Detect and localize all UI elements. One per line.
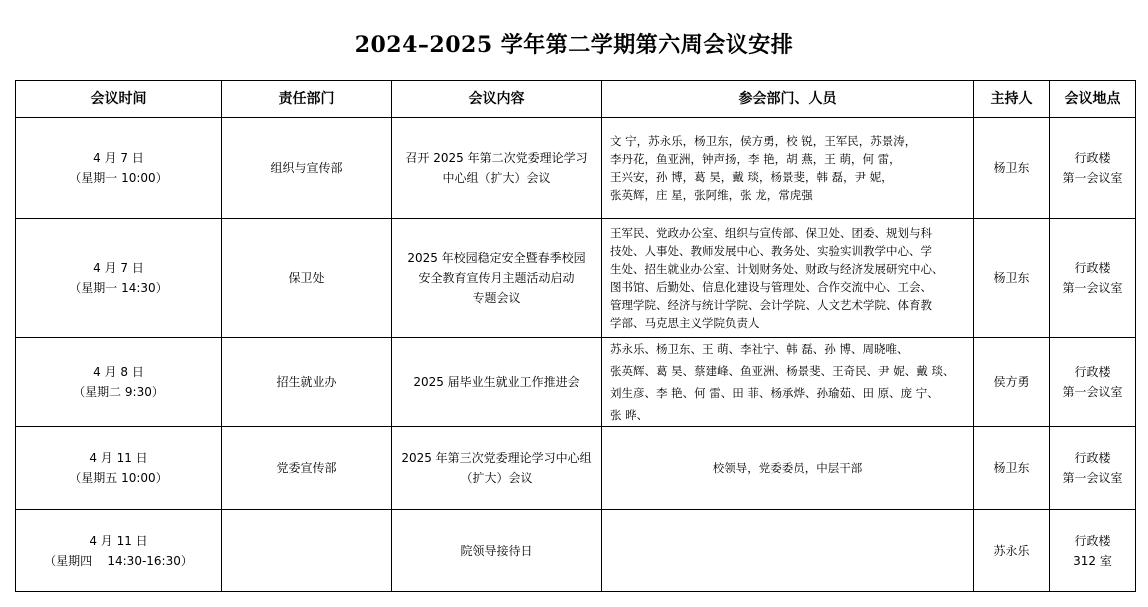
attendees-line: 技处、人事处、教师发展中心、教务处、实验实训教学中心、学 — [610, 244, 932, 258]
header-location: 会议地点 — [1050, 81, 1136, 118]
attendees-line: 李丹花，鱼亚洲，钟声扬，李 艳，胡 燕，王 萌，何 雷， — [610, 152, 901, 166]
meeting-time-cell — [16, 338, 222, 427]
location-room: 第一会议室 — [1062, 171, 1123, 185]
meeting-weekday-time: （星期一 14:30） — [69, 281, 168, 295]
content-line: 安全教育宣传月主题活动启动 — [418, 271, 575, 285]
attendees-cell — [602, 510, 974, 592]
content-cell — [392, 427, 602, 510]
table-row — [16, 427, 1136, 510]
meeting-time-cell — [16, 118, 222, 219]
table-row — [16, 510, 1136, 592]
attendees-line: 学部、马克思主义学院负责人 — [610, 316, 760, 330]
table-row — [16, 118, 1136, 219]
attendees-line: 图书馆、后勤处、信息化建设与管理处、合作交流中心、工会、 — [610, 280, 932, 294]
location-cell — [1050, 118, 1136, 219]
attendees-line: 王兴安，孙 博，葛 昊，戴 琰，杨景斐，韩 磊，尹 妮， — [610, 170, 893, 184]
table-row — [16, 338, 1136, 427]
location-building: 行政楼 — [1074, 533, 1111, 548]
department-cell — [222, 510, 392, 592]
attendees-line: 文 宁，苏永乐，杨卫东，侯方勇，校 锐，王军民，苏景涛， — [610, 134, 917, 148]
location-building: 行政楼 — [1074, 151, 1111, 165]
meeting-weekday-time: （星期二 9:30） — [73, 385, 164, 399]
meeting-date: 4 月 7 日 — [93, 151, 144, 165]
department-cell: 组织与宣传部 — [222, 118, 392, 219]
meeting-time-cell — [16, 219, 222, 338]
attendees-line: 校领导，党委委员，中层干部 — [712, 461, 863, 475]
meeting-time-cell — [16, 510, 222, 592]
department-cell: 招生就业办 — [222, 338, 392, 427]
meeting-schedule-table — [15, 80, 1136, 592]
attendees-line: 王军民、党政办公室、组织与宣传部、保卫处、团委、规划与科 — [610, 226, 932, 240]
location-room: 312 室 — [1073, 553, 1112, 568]
content-cell: 院领导接待日 — [392, 510, 602, 592]
location-cell — [1050, 510, 1136, 592]
location-cell — [1050, 219, 1136, 338]
host-cell: 杨卫东 — [974, 219, 1050, 338]
meeting-time-cell — [16, 427, 222, 510]
table-header-row — [16, 81, 1136, 118]
content-cell — [392, 219, 602, 338]
host-cell: 杨卫东 — [974, 118, 1050, 219]
host-cell: 侯方勇 — [974, 338, 1050, 427]
meeting-weekday-time: （星期五 10:00） — [69, 471, 168, 485]
department-cell: 党委宣传部 — [222, 427, 392, 510]
attendees-line: 生处、招生就业办公室、计划财务处、财政与经济发展研究中心、 — [610, 262, 944, 276]
location-room: 第一会议室 — [1062, 281, 1123, 295]
header-attendees: 参会部门、人员 — [602, 81, 974, 118]
meeting-date: 4 月 11 日 — [89, 533, 148, 548]
header-content: 会议内容 — [392, 81, 602, 118]
page-title: 2024–2025 学年第二学期第六周会议安排 — [354, 32, 794, 58]
attendees-cell — [602, 427, 974, 510]
meeting-date: 4 月 8 日 — [93, 365, 144, 379]
attendees-line: 张英辉、葛 昊、蔡建峰、鱼亚洲、杨景斐、王奇民、尹 妮、戴 琰、 — [610, 364, 955, 378]
location-cell — [1050, 338, 1136, 427]
location-building: 行政楼 — [1074, 261, 1111, 275]
host-cell: 杨卫东 — [974, 427, 1050, 510]
content-line: 中心组（扩大）会议 — [442, 171, 551, 185]
header-department: 责任部门 — [222, 81, 392, 118]
location-room: 第一会议室 — [1062, 385, 1123, 399]
location-room: 第一会议室 — [1062, 471, 1123, 485]
table-row — [16, 219, 1136, 338]
attendees-line: 张英辉，庄 星，张阿维，张 龙，常虎强 — [610, 188, 813, 202]
meeting-weekday-time: （星期一 10:00） — [69, 171, 168, 185]
host-cell: 苏永乐 — [974, 510, 1050, 592]
attendees-cell — [602, 338, 974, 427]
location-cell — [1050, 427, 1136, 510]
content-line: 召开 2025 年第二次党委理论学习 — [405, 151, 588, 165]
content-line: 专题会议 — [472, 291, 521, 305]
header-host: 主持人 — [974, 81, 1050, 118]
attendees-line: 刘生彦、李 艳、何 雷、田 菲、杨承烨、孙瑜茹、田 原、庞 宁、 — [610, 386, 939, 400]
attendees-line: 苏永乐、杨卫东、王 萌、李社宁、韩 磊、孙 博、周晓唯、 — [610, 342, 909, 356]
content-cell — [392, 118, 602, 219]
header-meeting-time: 会议时间 — [16, 81, 222, 118]
content-cell: 2025 届毕业生就业工作推进会 — [392, 338, 602, 427]
attendees-line: 张 晔、 — [610, 408, 649, 422]
content-line: （扩大）会议 — [460, 471, 533, 485]
department-cell: 保卫处 — [222, 219, 392, 338]
content-line: 2025 年第三次党委理论学习中心组 — [401, 451, 592, 465]
meeting-date: 4 月 11 日 — [89, 451, 148, 465]
attendees-cell — [602, 219, 974, 338]
meeting-weekday-time: （星期四 14:30-16:30） — [44, 553, 193, 568]
attendees-cell — [602, 118, 974, 219]
location-building: 行政楼 — [1074, 451, 1111, 465]
attendees-line: 管理学院、经济与统计学院、会计学院、人文艺术学院、体育教 — [610, 298, 932, 312]
meeting-date: 4 月 7 日 — [93, 261, 144, 275]
content-line: 2025 年校园稳定安全暨春季校园 — [407, 251, 586, 265]
location-building: 行政楼 — [1074, 365, 1111, 379]
